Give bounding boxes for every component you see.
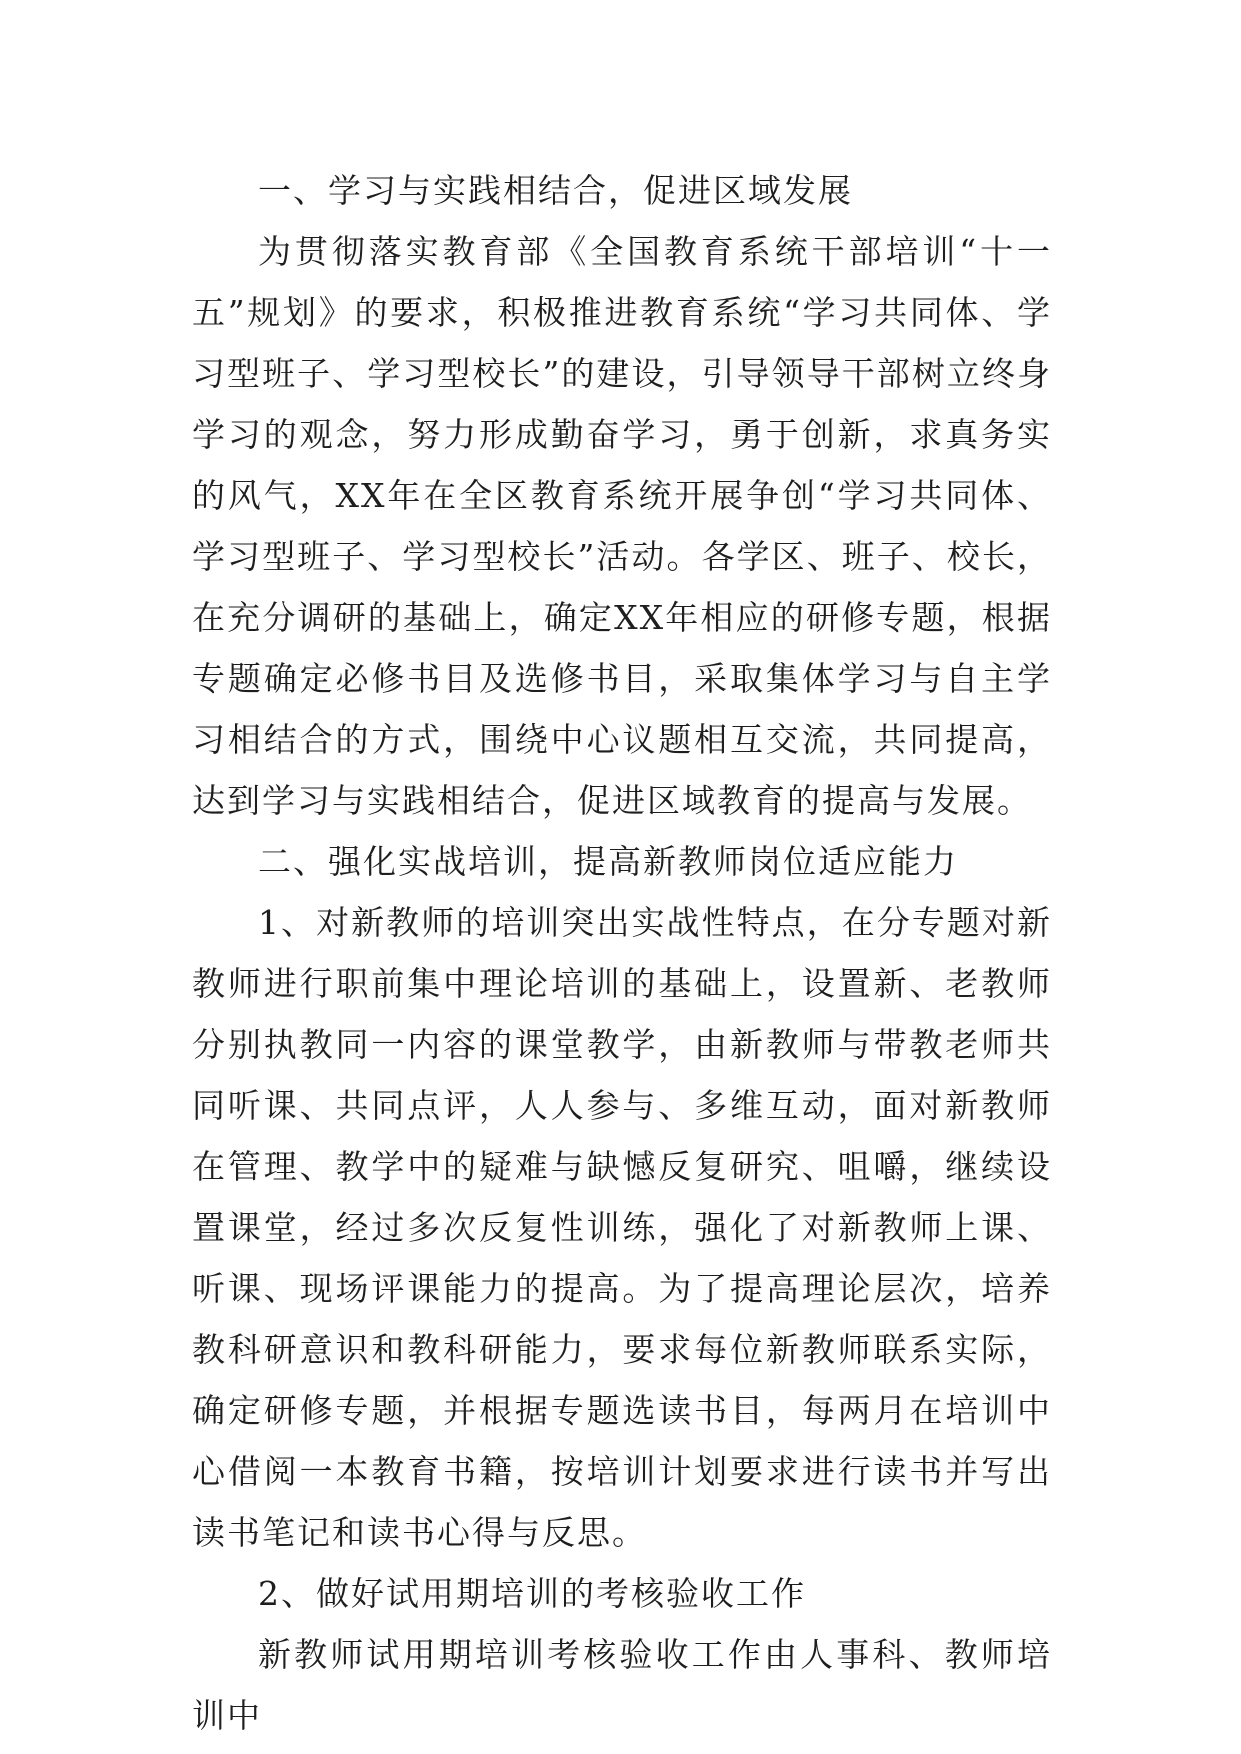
document-body	[192, 160, 1052, 1746]
sub-heading-3: 2、做好试用期培训的考核验收工作	[258, 1574, 806, 1613]
section-heading-1: 一、学习与实践相结合，促进区域发展	[258, 171, 853, 210]
body-paragraph-1: 为贯彻落实教育部《全国教育系统干部培训“十一五”规划》的要求，积极推进教育系统“学习共同体、学习型班子、学习型校长”的建设，引导领导干部树立终身学习的观念，努力形成勤奋学习，勇于创新，求真务实的风气，XX年在全区教育系统开展争创“学习共同体、学习型班子、学习型校长”活动。各学区、班子、校长，在充分调研的基础上，确定XX年相应的研修专题，根据专题确定必修书目及选修书目，采取集体学习与自主学习相结合的方式，围绕中心议题相互交流，共同提高，达到学习与实践相结合，促进区域教育的提高与发展。	[192, 232, 1052, 820]
section-heading-2: 二、强化实战培训，提高新教师岗位适应能力	[258, 842, 958, 881]
body-paragraph-3: 新教师试用期培训考核验收工作由人事科、教师培训中	[192, 1635, 1052, 1735]
body-paragraph-2: 1、对新教师的培训突出实战性特点，在分专题对新教师进行职前集中理论培训的基础上，设置新、老教师分别执教同一内容的课堂教学，由新教师与带教老师共同听课、共同点评，人人参与、多维互动，面对新教师在管理、教学中的疑难与缺憾反复研究、咀嚼，继续设置课堂，经过多次反复性训练，强化了对新教师上课、听课、现场评课能力的提高。为了提高理论层次，培养教科研意识和教科研能力，要求每位新教师联系实际，确定研修专题，并根据专题选读书目，每两月在培训中心借阅一本教育书籍，按培训计划要求进行读书并写出读书笔记和读书心得与反思。	[192, 903, 1052, 1552]
